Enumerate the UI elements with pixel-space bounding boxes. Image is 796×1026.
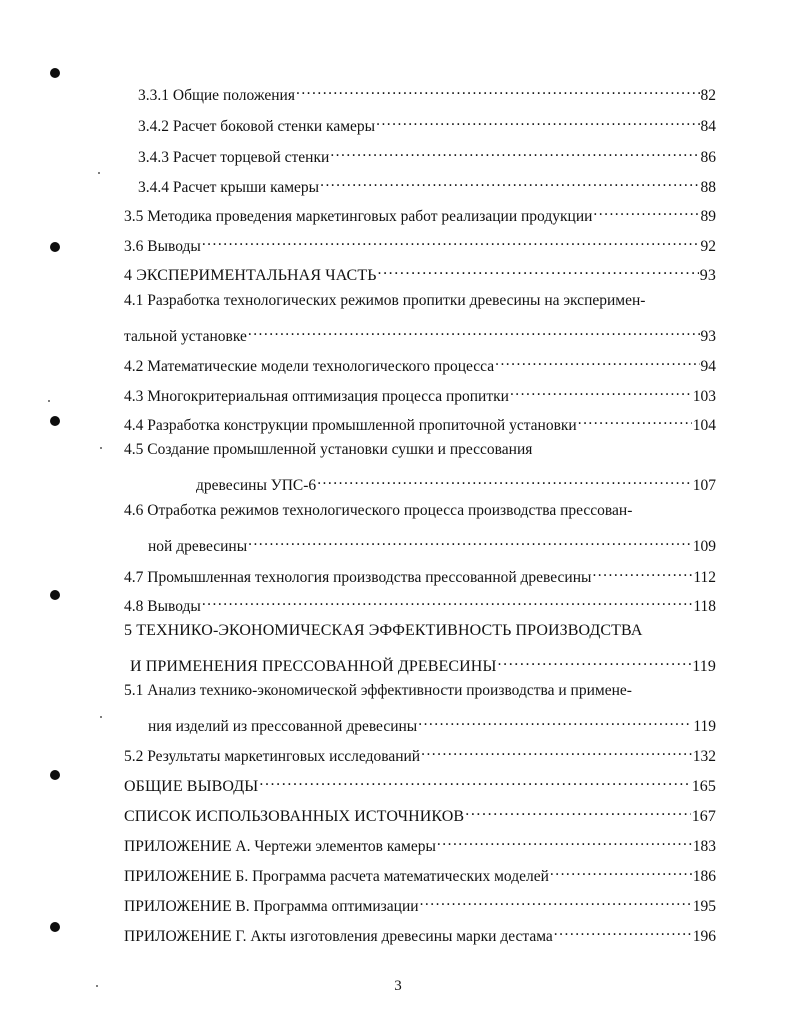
toc-dot-leader — [296, 80, 700, 100]
toc-entry-page: 104 — [692, 417, 716, 434]
toc-entry-label: ной древесины — [148, 538, 248, 555]
toc-entry-page: 109 — [692, 538, 716, 555]
toc-entry-4[interactable] — [124, 260, 716, 286]
toc-dot-leader — [592, 562, 692, 582]
toc-entry-page: 119 — [692, 658, 716, 675]
toc-entry-label: ПРИЛОЖЕНИЕ В. Программа оптимизации — [124, 898, 419, 915]
toc-entry-4-2[interactable] — [124, 351, 716, 377]
toc-entry-page: 103 — [692, 388, 716, 405]
toc-entry-label: ПРИЛОЖЕНИЕ А. Чертежи элементов камеры — [124, 838, 436, 855]
toc-entry-label: 3.4.4 Расчет крыши камеры — [138, 179, 320, 196]
toc-entry-label: 3.4.3 Расчет торцевой стенки — [138, 149, 330, 166]
toc-entry-5-line1[interactable]: 5 ТЕХНИКО-ЭКОНОМИЧЕСКАЯ ЭФФЕКТИВНОСТЬ ПРОИЗВОДСТВА — [124, 622, 643, 639]
toc-entry-4-7[interactable] — [124, 562, 716, 588]
toc-entry-4-4[interactable] — [124, 410, 716, 436]
toc-dot-leader — [376, 111, 699, 131]
toc-entry-5-1-line1[interactable]: 5.1 Анализ технико-экономической эффективности производства и примене- — [124, 682, 632, 699]
toc-dot-leader — [498, 651, 692, 671]
toc-entry-3-4-3[interactable] — [138, 142, 716, 168]
toc-dot-leader — [330, 142, 699, 162]
toc-entry-label: 4.8 Выводы — [124, 598, 201, 615]
toc-entry-page: 93 — [699, 267, 716, 284]
binder-hole-2 — [50, 242, 60, 252]
toc-entry-4-6[interactable] — [148, 531, 716, 557]
toc-entry-label: 4.7 Промышленная технология производства прессованной древесины — [124, 569, 592, 586]
toc-entry-page: 118 — [693, 598, 716, 615]
toc-entry-4-5-line1[interactable]: 4.5 Создание промышленной установки сушки и прессования — [124, 441, 533, 458]
toc-dot-leader — [259, 771, 690, 791]
toc-entry-label: тальной установке — [124, 328, 247, 345]
toc-dot-leader — [248, 321, 700, 341]
toc-dot-leader — [320, 172, 699, 192]
toc-entry-4-6-line1[interactable]: 4.6 Отработка режимов технологического процесса производства прессован- — [124, 502, 633, 519]
toc-dot-leader — [248, 531, 692, 551]
binder-hole-6 — [50, 922, 60, 932]
toc-entry-label: 3.3.1 Общие положения — [138, 87, 295, 104]
toc-entry-5[interactable] — [130, 651, 716, 677]
toc-entry-label: 4.2 Математические модели технологического процесса — [124, 358, 495, 375]
binder-hole-4 — [50, 590, 60, 600]
toc-entry-page: 82 — [700, 87, 716, 104]
toc-entry-page: 94 — [700, 358, 716, 375]
toc-entry-label: 4.4 Разработка конструкции промышленной пропиточной установки — [124, 417, 577, 434]
toc-entry-page: 84 — [700, 118, 716, 135]
toc-entry-references[interactable] — [124, 801, 716, 827]
toc-dot-leader — [495, 351, 699, 371]
toc-dot-leader — [465, 801, 690, 821]
binder-hole-3 — [50, 416, 60, 426]
toc-entry-4-8[interactable] — [124, 591, 716, 617]
toc-entry-label: 3.4.2 Расчет боковой стенки камеры — [138, 118, 376, 135]
toc-entry-5-1[interactable] — [148, 711, 716, 737]
scan-speck — [100, 447, 102, 449]
toc-entry-3-3-1[interactable] — [138, 80, 716, 106]
toc-entry-label: ния изделий из прессованной древесины — [148, 718, 418, 735]
toc-entry-page: 86 — [700, 149, 716, 166]
scan-speck — [98, 172, 100, 174]
toc-entry-page: 119 — [693, 718, 716, 735]
toc-entry-label: И ПРИМЕНЕНИЯ ПРЕССОВАННОЙ ДРЕВЕСИНЫ — [130, 658, 497, 675]
toc-entry-page: 183 — [692, 838, 716, 855]
toc-entry-page: 165 — [691, 778, 716, 795]
toc-entry-label: 5.2 Результаты маркетинговых исследований — [124, 748, 421, 765]
toc-entry-label: СПИСОК ИСПОЛЬЗОВАННЫХ ИСТОЧНИКОВ — [124, 808, 465, 825]
toc-dot-leader — [420, 891, 692, 911]
toc-entry-appendix-a[interactable] — [124, 831, 716, 857]
toc-entry-3-5[interactable] — [124, 201, 716, 227]
scan-speck — [48, 400, 50, 402]
toc-entry-appendix-v[interactable] — [124, 891, 716, 917]
toc-entry-4-1-line1[interactable]: 4.1 Разработка технологических режимов пропитки древесины на эксперимен- — [124, 292, 646, 309]
toc-entry-page: 88 — [700, 179, 716, 196]
toc-dot-leader — [550, 861, 692, 881]
binder-hole-5 — [50, 770, 60, 780]
toc-entry-4-3[interactable] — [124, 381, 716, 407]
toc-entry-label: 4 ЭКСПЕРИМЕНТАЛЬНАЯ ЧАСТЬ — [124, 267, 377, 284]
toc-entry-page: 112 — [693, 569, 716, 586]
toc-entry-3-6[interactable] — [124, 231, 716, 257]
toc-dot-leader — [418, 711, 692, 731]
toc-entry-page: 93 — [700, 328, 716, 345]
toc-dot-leader — [377, 260, 698, 280]
toc-entry-4-5[interactable] — [196, 470, 716, 496]
toc-entry-3-4-2[interactable] — [138, 111, 716, 137]
toc-entry-label: древесины УПС-6 — [196, 477, 317, 494]
toc-entry-label: 4.3 Многокритериальная оптимизация процесса пропитки — [124, 388, 509, 405]
toc-entry-page: 89 — [700, 208, 716, 225]
toc-dot-leader — [593, 201, 699, 221]
toc-entry-label: ПРИЛОЖЕНИЕ Г. Акты изготовления древесины марки дестама — [124, 928, 553, 945]
toc-dot-leader — [202, 231, 700, 251]
toc-dot-leader — [510, 381, 692, 401]
toc-dot-leader — [554, 921, 692, 941]
toc-entry-3-4-4[interactable] — [138, 172, 716, 198]
toc-entry-label: ПРИЛОЖЕНИЕ Б. Программа расчета математических моделей — [124, 868, 549, 885]
toc-entry-page: 196 — [692, 928, 716, 945]
toc-dot-leader — [317, 470, 692, 490]
toc-entry-page: 167 — [691, 808, 716, 825]
scan-speck — [100, 716, 102, 718]
page-number: 3 — [394, 978, 402, 994]
toc-entry-page: 107 — [692, 477, 716, 494]
toc-entry-appendix-b[interactable] — [124, 861, 716, 887]
toc-entry-5-2[interactable] — [124, 741, 716, 767]
toc-dot-leader — [421, 741, 692, 761]
toc-entry-label: 3.6 Выводы — [124, 238, 201, 255]
toc-entry-label: 3.5 Методика проведения маркетинговых работ реализации продукции — [124, 208, 593, 225]
toc-entry-page: 132 — [692, 748, 716, 765]
binder-hole-1 — [50, 68, 60, 78]
toc-entry-conclusions[interactable] — [124, 771, 716, 797]
toc-entry-page: 92 — [700, 238, 716, 255]
toc-dot-leader — [437, 831, 692, 851]
toc-dot-leader — [578, 410, 692, 430]
toc-entry-page: 186 — [692, 868, 716, 885]
toc-entry-page: 195 — [692, 898, 716, 915]
toc-entry-4-1[interactable] — [124, 321, 716, 347]
toc-entry-appendix-g[interactable] — [124, 921, 716, 947]
toc-entry-label: ОБЩИЕ ВЫВОДЫ — [124, 778, 259, 795]
toc-dot-leader — [202, 591, 692, 611]
